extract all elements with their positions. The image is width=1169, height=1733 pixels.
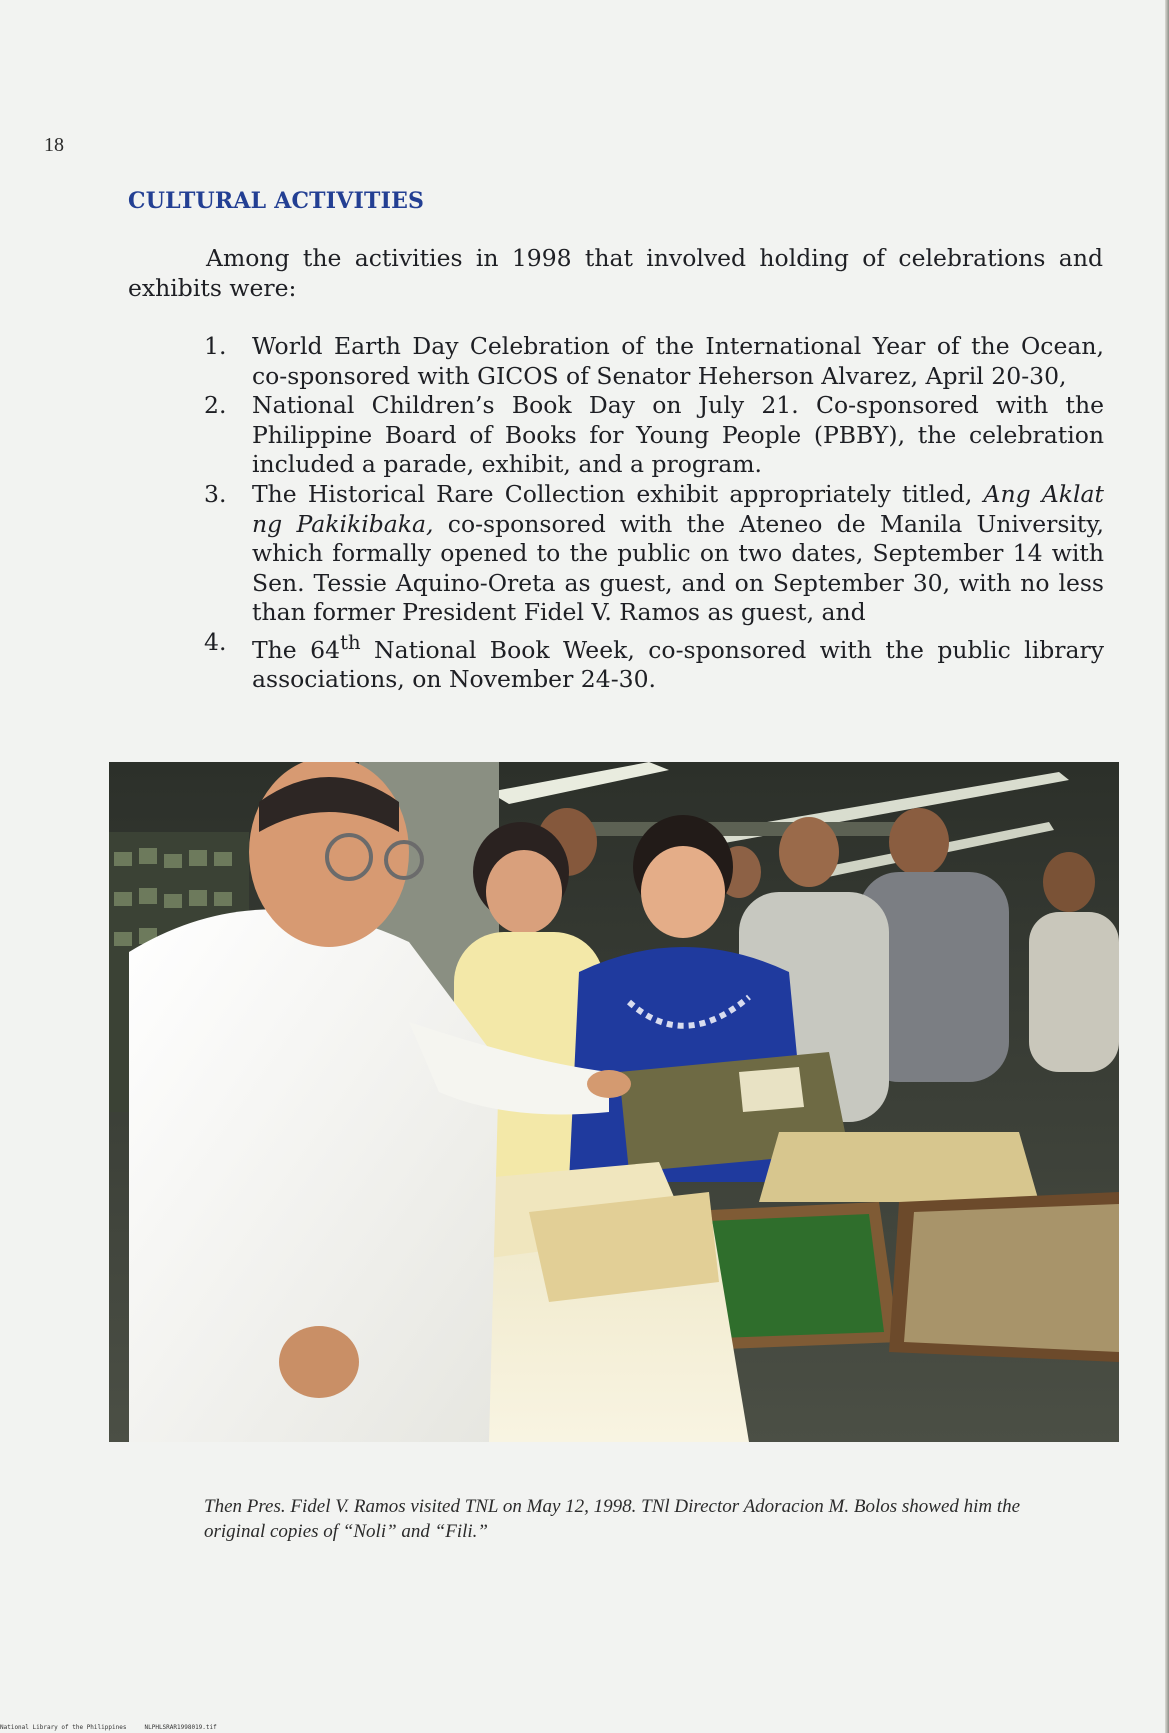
archive-footer: National Library of the Philippines NLPHLSRAR1998019.tif	[0, 1724, 217, 1731]
photo-caption: Then Pres. Fidel V. Ramos visited TNL on May 12, 1998. TNl Director Adoracion M. Bolos showed him the original copies of “Noli” and “Fili.”	[204, 1496, 1021, 1542]
list-item	[204, 480, 1104, 628]
event-photograph	[109, 762, 1119, 1442]
list-item-text-part: co-sponsored with the Ateneo de Manila University, which formally opened to the public on two dates, September 14 with Sen. Tessie Aquino-Oreta as guest, and on September 30, with no less than former President Fidel V. Ramos as guest, and	[252, 509, 1104, 627]
list-item-number: 2.	[204, 391, 227, 420]
list-item-text-part: The Historical Rare Collection exhibit appropriately titled,	[252, 479, 984, 508]
list-item-text: World Earth Day Celebration of the International Year of the Ocean, co-sponsored with GICOS of Senator Heherson Alvarez, April 20-30,	[252, 332, 1104, 390]
list-item-text	[252, 480, 1104, 626]
exhibit-title: Ang Aklat ng Pakikibaka,	[252, 479, 1104, 538]
list-item-text	[252, 630, 1105, 694]
list-item-number: 4.	[204, 627, 227, 656]
intro-paragraph: Among the activities in 1998 that involved holding of celebrations and exhibits were:	[128, 244, 1103, 302]
list-item	[204, 391, 1104, 480]
page-number: 18	[44, 134, 64, 156]
ordinal-suffix: th	[340, 630, 361, 654]
list-item-text-part: The 64	[252, 635, 341, 664]
list-item-text-part: National Book Week, co-sponsored with the public library associations, on November 24-30.	[252, 635, 1105, 694]
list-item-text: National Children’s Book Day on July 21. Co-sponsored with the Philippine Board of Books for Young People (PBBY), the celebration included a parade, exhibit, and a program.	[252, 391, 1104, 479]
list-item	[204, 628, 1104, 695]
list-item	[204, 332, 1104, 391]
activity-list	[204, 332, 1104, 695]
list-item-number: 1.	[204, 332, 227, 360]
list-item-number: 3.	[204, 479, 227, 508]
page-edge-shadow	[1165, 0, 1169, 1733]
section-heading: CULTURAL ACTIVITIES	[128, 188, 425, 214]
